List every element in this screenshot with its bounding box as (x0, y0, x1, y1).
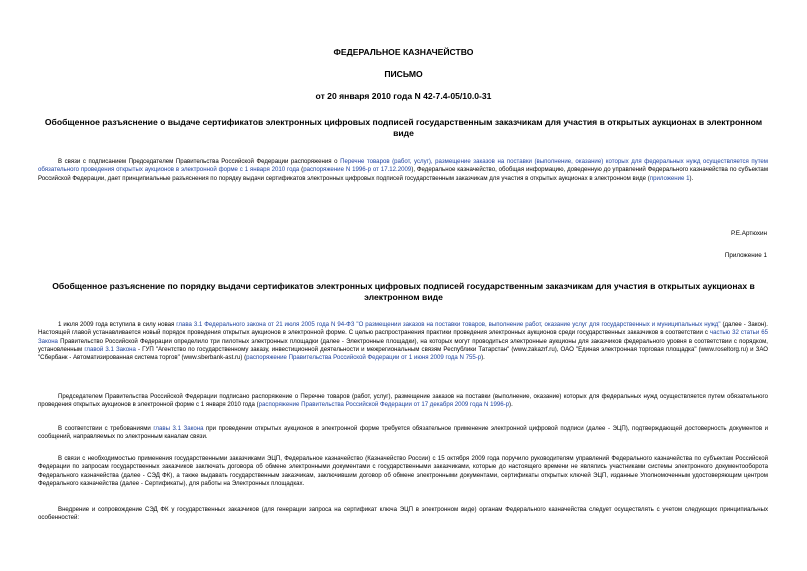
link-chapter-3-1[interactable]: главой 3.1 Закона (84, 345, 136, 353)
paragraph-5: Внедрение и сопровождение СЭД ФК у государственных заказчиков (для генерации запроса на сертификат ключа ЭЦП в электронном виде) органам Федерального казначейства следует осуществлять с учетом следующих принципиальных особенностей: (38, 506, 768, 522)
link-part-32-art-65[interactable]: частью 32 статьи 65 Закона (38, 329, 768, 345)
doc-type: ПИСЬМО (384, 69, 423, 79)
link-chapter-3-1-zakona[interactable]: главы 3.1 Закона (153, 425, 204, 432)
signature: Р.Е.Артюхин (731, 230, 767, 237)
doc-date-number: от 20 января 2010 года N 42-7.4-05/10.0-31 (315, 91, 492, 101)
link-chapter-3-1-law[interactable]: глава 3.1 Федерального закона от 21 июля 2005 года N 94-ФЗ "О размещении заказов на поставки товаров, выполнение работ, оказание услуг для государственных и муниципальных нужд" (176, 321, 721, 328)
paragraph-1: 1 июля 2009 года вступила в силу новая глава 3.1 Федерального закона от 21 июля 2005 года N 94-ФЗ "О размещении заказов на поставки товаров, выполнение работ, оказание услуг для государственных и муниципальных нужд" (далее - Закон). Настоящей главой устанавливается новый порядок проведения открытых аукционов в электронной форме. С целью распространения практики проведения электронных аукционов среди государственных заказчиков в соответствии с частью 32 статьи 65 Закона Правительство Российской Федерации определило три пилотных электронных площадки (далее - Электронные площадки), на которых могут проводиться электронные аукционы для заказчиков федерального уровня в соответствии с порядком, установленным главой 3.1 Закона - ГУП "Агентство по государственному заказу, инвестиционной деятельности и межрегиональным связям Республики Татарстан" (www.zakazrf.ru), ОАО "Единая электронная торговая площадка" (www.roseltorg.ru) и ЗАО "Сбербанк - Автоматизированная система торгов" (www.sberbank-ast.ru) (распоряжение Правительства Российской Федерации от 1 июня 2009 года N 755-р). (38, 321, 768, 362)
paragraph-4: В связи с необходимостью применения государственными заказчиками ЭЦП, Федеральное казначейство (Казначейство России) с 15 октября 2009 года поручило руководителям управлений Федерального казначейства по субъектам Российской Федерации по запросам государственных заказчиков заключать договора об обмене электронными документами с государственными заказчиками, которые до настоящего времени не являлись участниками системы электронного документооборота Федерального казначейства (далее - СЭД ФК), а также выдавать государственным заказчикам, заключившим договор об обмене электронными документами, сертификаты открытых ключей ЭЦП, изданные Уполномоченным удостоверяющим центром Федерального казначейства (далее - Сертификаты), для работы на Электронных площадках. (38, 455, 768, 487)
paragraph-3: В соответствии с требованиями главы 3.1 Закона при проведении открытых аукционов в электронной форме требуется обязательное применение электронной цифровой подписи (далее - ЭЦП), подтверждающей достоверность документов и сообщений, направляемых по электронным каналам связи. (38, 425, 768, 441)
link-rasporyazhenie-755[interactable]: распоряжение Правительства Российской Федерации от 1 июня 2009 года N 755-р (246, 354, 482, 362)
link-appendix-1[interactable]: приложение 1 (649, 174, 690, 182)
paragraph-2: Председателем Правительства Российской Федерации подписано распоряжение о Перечне товаров (работ, услуг), размещение заказов на поставки (выполнение, оказание) которых для федеральных нужд осуществляется путем обязательного проведения открытых аукционов в электронной форме с 1 января 2010 года (распоряжение Правительства Российской Федерации от 17 декабря 2009 года N 1996-р). (38, 393, 768, 409)
intro-paragraph: В связи с подписанием Председателем Правительства Российской Федерации распоряжения о Перечне товаров (работ, услуг), размещение заказов на поставки (выполнение, оказание) которых для федеральных нужд осуществляется путем обязательного проведения открытых аукционов в электронной форме с 1 января 2010 года (распоряжение N 1996-р от 17.12.2009), Федеральное казначейство, обобщая информацию, доведенную до управлений Федерального казначейства по субъектам Российской Федерации, дает принципиальные разъяснения по порядку выдачи сертификатов электронных цифровых подписей государственным заказчикам для участия в открытых аукционах в электронном виде (приложение 1). (38, 158, 769, 182)
link-rasporyazhenie-1996-r[interactable]: распоряжение Правительства Российской Федерации от 17 декабря 2009 года N 1996-р (258, 401, 510, 409)
org-name: ФЕДЕРАЛЬНОЕ КАЗНАЧЕЙСТВО (333, 47, 474, 57)
link-rasporyazhenie-1996[interactable]: распоряжение N 1996-р от 17.12.2009 (303, 166, 412, 174)
doc-title: Обобщенное разъяснение о выдаче сертификатов электронных цифровых подписей государственным заказчикам для участия в открытых аукционах в электронном виде (44, 117, 763, 138)
appendix-label: Приложение 1 (724, 252, 767, 259)
link-perechen[interactable]: Перечне товаров (работ, услуг), размещение заказов на поставки (выполнение, оказание) которых для федеральных нужд осуществляется путем обязательного проведения открытых аукционов в электронной форме с 1 января 2010 года (38, 158, 768, 174)
appendix-title: Обобщенное разъяснение по порядку выдачи сертификатов электронных цифровых подписей государственным заказчикам для участия в открытых аукционах в электронном виде (52, 281, 755, 302)
